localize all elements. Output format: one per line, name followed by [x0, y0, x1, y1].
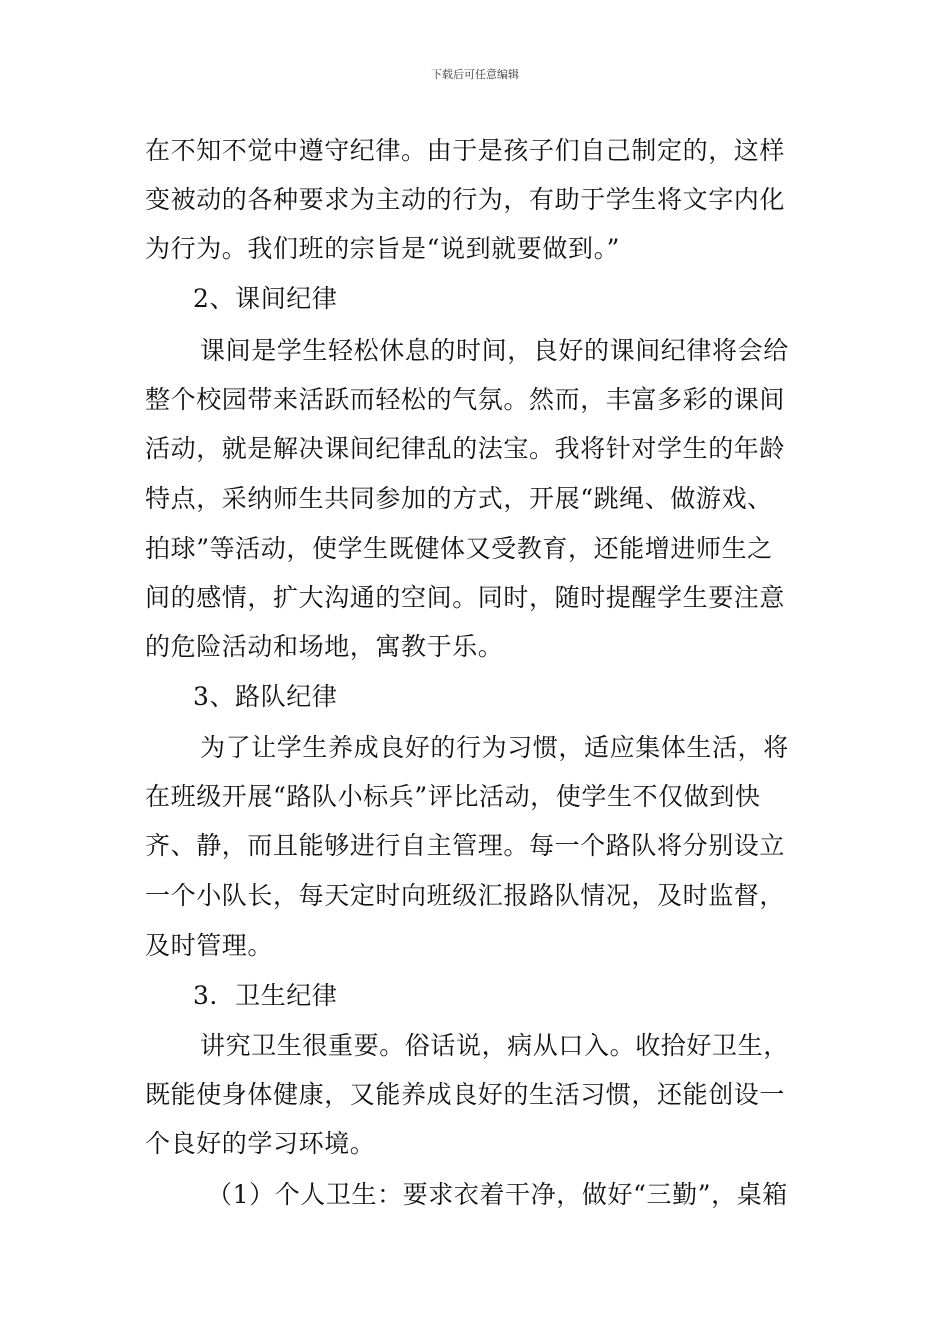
body-line: 及时管理。: [145, 931, 274, 960]
body-line: 为了让学生养成良好的行为习惯，适应集体生活，将: [200, 733, 789, 762]
body-line: 活动，就是解决课间纪律乱的法宝。我将针对学生的年龄: [145, 434, 786, 463]
body-line: 变被动的各种要求为主动的行为，有助于学生将文字内化: [145, 185, 786, 214]
body-line: 在班级开展“路队小标兵”评比活动，使学生不仅做到快: [145, 782, 761, 811]
body-line: 拍球”等活动，使学生既健体又受教育，还能增进师生之: [145, 534, 773, 563]
body-line: （1）个人卫生：要求衣着干净，做好“三勤”，桌箱: [207, 1180, 788, 1209]
section-heading: 3、路队纪律: [193, 682, 338, 711]
body-line: 个良好的学习环境。: [145, 1129, 376, 1158]
body-line: 间的感情，扩大沟通的空间。同时，随时提醒学生要注意: [145, 583, 786, 612]
body-line: 在不知不觉中遵守纪律。由于是孩子们自己制定的，这样: [145, 136, 786, 165]
body-line: 既能使身体健康，又能养成良好的生活习惯，还能创设一: [145, 1080, 786, 1109]
body-line: 齐、静，而且能够进行自主管理。每一个路队将分别设立: [145, 831, 786, 860]
body-line: 整个校园带来活跃而轻松的气氛。然而，丰富多彩的课间: [145, 385, 786, 414]
download-note: 下载后可任意编辑: [431, 68, 519, 81]
section-heading: 3．卫生纪律: [193, 981, 338, 1010]
body-line: 为行为。我们班的宗旨是“说到就要做到。”: [145, 234, 621, 263]
body-line: 的危险活动和场地，寓教于乐。: [145, 632, 504, 661]
body-line: 一个小队长，每天定时向班级汇报路队情况，及时监督，: [145, 881, 786, 910]
body-line: 课间是学生轻松休息的时间，良好的课间纪律将会给: [200, 336, 789, 365]
body-line: 特点，采纳师生共同参加的方式，开展“跳绳、做游戏、: [145, 484, 773, 513]
section-heading: 2、课间纪律: [193, 284, 338, 313]
body-line: 讲究卫生很重要。俗话说，病从口入。收拾好卫生，: [200, 1031, 789, 1060]
